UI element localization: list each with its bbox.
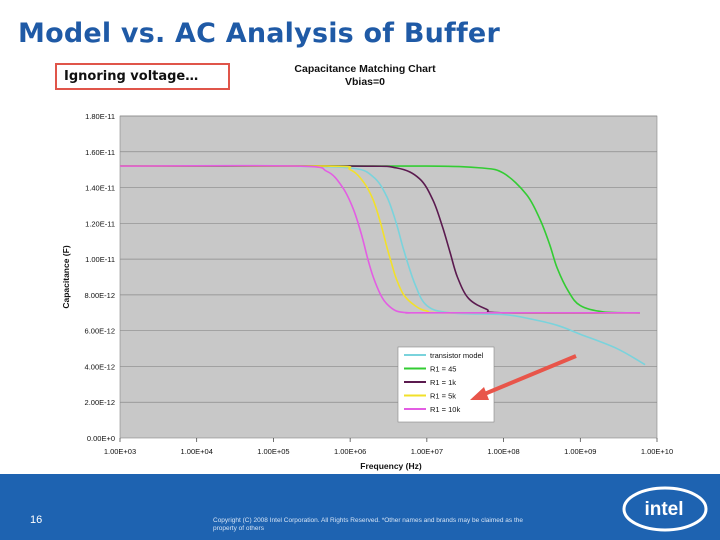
intel-logo-text: intel xyxy=(644,499,684,520)
x-axis-ticks xyxy=(104,438,673,456)
x-tick-label: 1.00E+10 xyxy=(640,447,674,456)
legend-label: transistor model xyxy=(430,351,484,360)
legend-label: R1 = 5k xyxy=(430,391,457,401)
x-tick-label: 1.00E+05 xyxy=(257,447,290,456)
page-number: 16 xyxy=(30,514,43,526)
slide-title: Model vs. AC Analysis of Buffer xyxy=(18,18,500,49)
y-tick-label: 1.60E-11 xyxy=(85,147,115,157)
y-axis-ticks xyxy=(85,112,115,443)
y-tick-label: 0.00E+0 xyxy=(86,434,115,443)
ignoring-voltage-callout: Ignoring voltage… xyxy=(55,63,230,90)
intel-logo xyxy=(620,485,710,533)
legend-label: R1 = 45 xyxy=(430,364,457,374)
y-tick-label: 6.00E-12 xyxy=(84,326,115,336)
y-tick-label: 2.00E-12 xyxy=(84,398,115,408)
x-axis-label: Frequency (Hz) xyxy=(360,461,422,471)
x-tick-label: 1.00E+04 xyxy=(180,447,213,456)
legend-label: R1 = 1k xyxy=(430,378,457,387)
y-tick-label: 1.80E-11 xyxy=(85,112,115,121)
chart-subtitle: Vbias=0 xyxy=(345,76,385,88)
y-tick-label: 1.00E-11 xyxy=(85,255,115,265)
x-tick-label: 1.00E+06 xyxy=(333,447,367,456)
plot-area xyxy=(120,116,657,438)
x-tick-label: 1.00E+08 xyxy=(487,447,520,456)
x-tick-label: 1.00E+09 xyxy=(564,447,597,456)
y-tick-label: 1.40E-11 xyxy=(85,183,115,193)
x-tick-label: 1.00E+03 xyxy=(103,447,137,456)
y-axis-label: Capacitance (F) xyxy=(61,245,71,309)
x-tick-label: 1.00E+07 xyxy=(410,447,444,456)
legend-label: R1 = 10k xyxy=(430,405,461,414)
chart-title: Capacitance Matching Chart xyxy=(294,63,436,75)
y-tick-label: 4.00E-12 xyxy=(84,362,115,372)
y-tick-label: 8.00E-12 xyxy=(84,290,115,300)
y-tick-label: 1.20E-11 xyxy=(85,219,115,229)
legend xyxy=(398,347,494,422)
copyright-text: Copyright (C) 2008 Intel Corporation. All Rights Reserved. *Other names and brands may be claimed as the property of others xyxy=(213,517,523,532)
